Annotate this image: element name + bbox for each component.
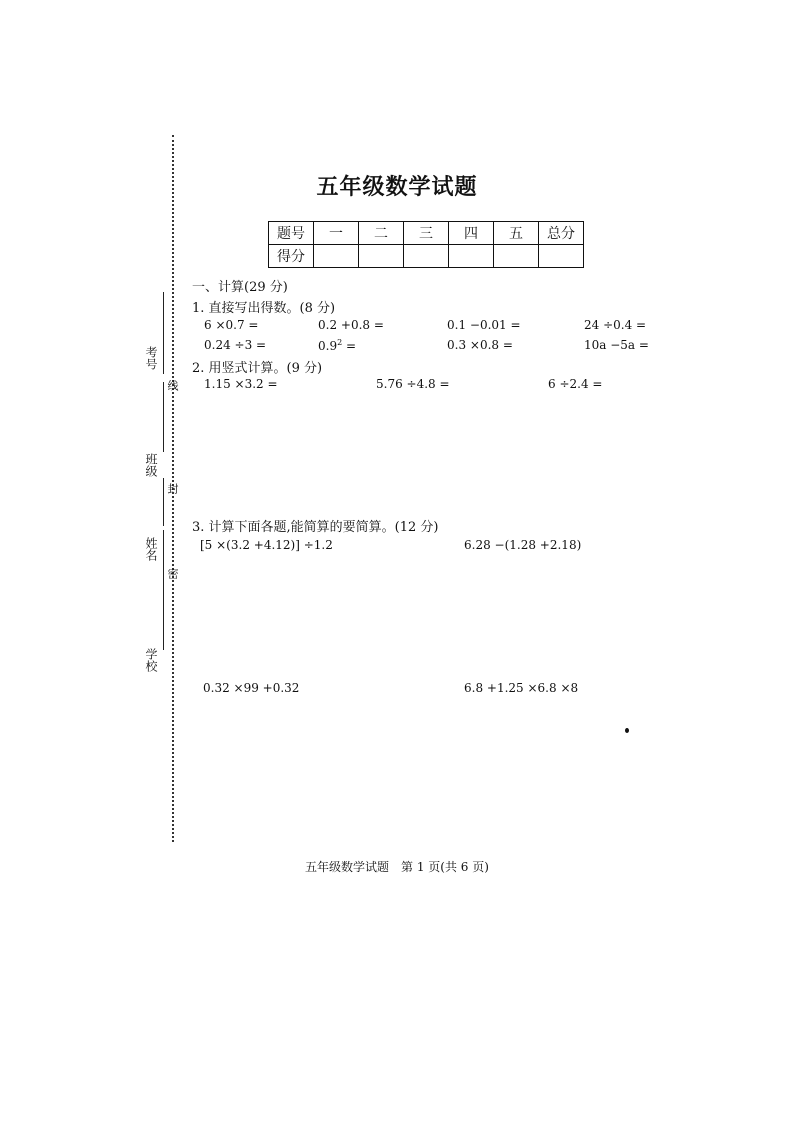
square-base: 0.9 [318,339,338,353]
square-equals: = [342,339,357,353]
score-cell[interactable] [314,245,359,268]
problem-item: 6.8 +1.25 ×6.8 ×8 [464,681,579,695]
page-footer: 五年级数学试题 第 1 页(共 6 页) [305,860,489,874]
score-header-cell: 一 [314,222,359,245]
exam-number-blank [163,292,164,374]
score-cell[interactable] [539,245,584,268]
score-header-cell: 题号 [269,222,314,245]
score-header-cell: 三 [404,222,449,245]
seal-mark-seal: 封 [166,483,179,494]
ink-dot [625,728,629,733]
score-header-cell: 二 [359,222,404,245]
problem-item: 0.32 ×99 +0.32 [203,681,300,695]
question-2-heading: 2. 用竖式计算。(9 分) [192,361,323,376]
score-header-cell: 四 [449,222,494,245]
problem-item: [5 ×(3.2 +4.12)] ÷1.2 [200,538,333,552]
class-label: 班级 [144,453,158,477]
score-header-cell: 总分 [539,222,584,245]
score-table-score-row [269,245,584,268]
class-blank-top [163,382,164,452]
score-table [268,221,584,268]
problem-item: 0.2 +0.8 = [318,318,384,332]
problem-item-square [318,338,356,353]
name-label: 姓名 [144,537,158,561]
seal-mark-secret: 密 [166,568,179,579]
problem-item: 10a −5a = [584,338,649,352]
score-row-label: 得分 [269,245,314,268]
problem-item: 1.15 ×3.2 = [204,377,278,391]
section-heading: 一、计算(29 分) [192,280,288,295]
problem-item: 24 ÷0.4 = [584,318,647,332]
score-cell[interactable] [494,245,539,268]
score-cell[interactable] [404,245,449,268]
problem-item: 0.3 ×0.8 = [447,338,513,352]
exam-number-label: 考号 [144,346,158,370]
school-label: 学校 [144,648,158,672]
question-3-heading: 3. 计算下面各题,能简算的要简算。(12 分) [192,520,439,535]
problem-item: 5.76 ÷4.8 = [376,377,450,391]
score-table-header-row [269,222,584,245]
square-exponent: 2 [337,338,343,347]
school-blank [163,590,164,650]
page-title: 五年级数学试题 [316,174,478,200]
problem-item: 0.24 ÷3 = [204,338,267,352]
problem-item: 0.1 −0.01 = [447,318,521,332]
problem-item: 6 ×0.7 = [204,318,259,332]
score-header-cell: 五 [494,222,539,245]
problem-item: 6.28 −(1.28 +2.18) [464,538,582,552]
problem-item: 6 ÷2.4 = [548,377,603,391]
score-cell[interactable] [359,245,404,268]
question-1-heading: 1. 直接写出得数。(8 分) [192,301,336,316]
score-cell[interactable] [449,245,494,268]
seal-mark-line: 线 [166,380,179,391]
